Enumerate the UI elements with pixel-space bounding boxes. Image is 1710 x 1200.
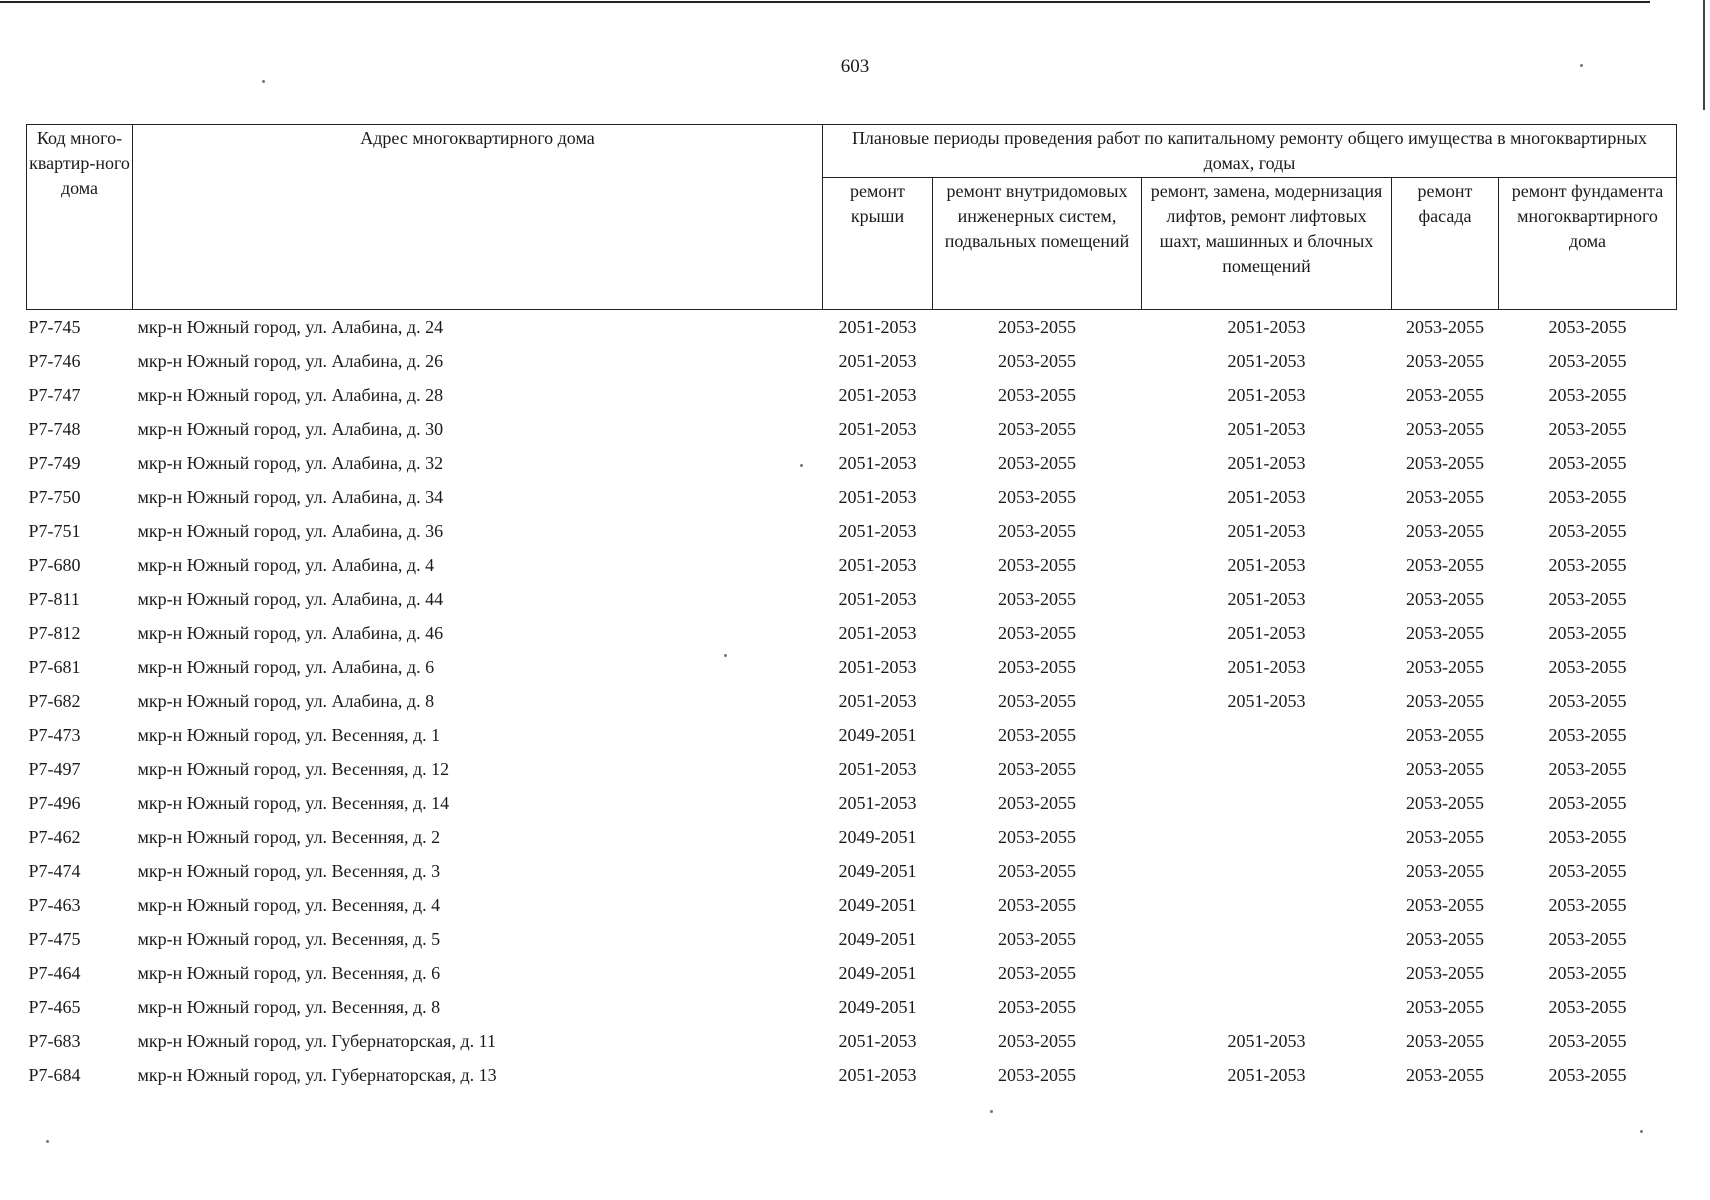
cell-foundation: 2053-2055: [1548, 452, 1627, 473]
header-foundation: ремонт фундамента многоквартирного дома: [1499, 178, 1677, 310]
table-row: [27, 922, 1677, 956]
cell-address: мкр-н Южный город, ул. Алабина, д. 24: [137, 316, 444, 337]
cell-address: мкр-н Южный город, ул. Алабина, д. 28: [137, 384, 444, 405]
cell-address: мкр-н Южный город, ул. Алабина, д. 36: [137, 520, 444, 541]
cell-engineering: 2053-2055: [998, 316, 1076, 337]
scan-speck: [46, 1140, 49, 1143]
cell-roof: 2051-2053: [838, 656, 917, 677]
cell-address: мкр-н Южный город, ул. Алабина, д. 26: [137, 350, 444, 371]
table-row: [27, 684, 1677, 718]
cell-foundation: 2053-2055: [1548, 860, 1627, 881]
cell-code: Р7-749: [28, 452, 81, 473]
table-row: [27, 752, 1677, 786]
cell-roof: 2049-2051: [838, 894, 917, 915]
cell-foundation: 2053-2055: [1548, 486, 1627, 507]
table-row: [27, 378, 1677, 412]
cell-facade: 2053-2055: [1406, 1030, 1484, 1051]
cell-code: Р7-684: [28, 1064, 81, 1085]
cell-lifts: 2051-2053: [1227, 520, 1306, 541]
cell-code: Р7-748: [28, 418, 81, 439]
cell-address: мкр-н Южный город, ул. Весенняя, д. 3: [137, 860, 441, 881]
cell-engineering: 2053-2055: [998, 588, 1076, 609]
cell-code: Р7-811: [28, 588, 80, 609]
cell-facade: 2053-2055: [1406, 520, 1484, 541]
cell-lifts: 2051-2053: [1227, 554, 1306, 575]
cell-foundation: 2053-2055: [1548, 724, 1627, 745]
header-facade: ремонт фасада: [1392, 178, 1499, 310]
cell-lifts: [1142, 922, 1392, 956]
cell-code: Р7-497: [28, 758, 81, 779]
cell-engineering: 2053-2055: [998, 486, 1076, 507]
cell-code: Р7-474: [28, 860, 81, 881]
cell-lifts: 2051-2053: [1227, 622, 1306, 643]
cell-roof: 2049-2051: [838, 826, 917, 847]
table-row: [27, 650, 1677, 684]
table-row: [27, 344, 1677, 378]
cell-code: Р7-682: [28, 690, 81, 711]
cell-foundation: 2053-2055: [1548, 418, 1627, 439]
table-row: [27, 718, 1677, 752]
cell-engineering: 2053-2055: [998, 962, 1076, 983]
cell-facade: 2053-2055: [1406, 622, 1484, 643]
cell-code: Р7-747: [28, 384, 81, 405]
cell-lifts: 2051-2053: [1227, 452, 1306, 473]
cell-facade: 2053-2055: [1406, 962, 1484, 983]
cell-address: мкр-н Южный город, ул. Алабина, д. 46: [137, 622, 444, 643]
cell-roof: 2051-2053: [838, 690, 917, 711]
cell-lifts: [1142, 990, 1392, 1024]
cell-engineering: 2053-2055: [998, 724, 1076, 745]
cell-lifts: 2051-2053: [1227, 1064, 1306, 1085]
table-body: [27, 310, 1677, 1093]
scan-speck: [1580, 64, 1583, 67]
cell-foundation: 2053-2055: [1548, 1064, 1627, 1085]
cell-foundation: 2053-2055: [1548, 520, 1627, 541]
cell-roof: 2051-2053: [838, 418, 917, 439]
cell-facade: 2053-2055: [1406, 554, 1484, 575]
cell-roof: 2051-2053: [838, 588, 917, 609]
scan-speck: [724, 654, 727, 657]
cell-lifts: 2051-2053: [1227, 1030, 1306, 1051]
cell-facade: 2053-2055: [1406, 656, 1484, 677]
capital-repair-schedule-table: [26, 124, 1677, 1092]
cell-facade: 2053-2055: [1406, 894, 1484, 915]
cell-code: Р7-464: [28, 962, 81, 983]
cell-roof: 2049-2051: [838, 996, 917, 1017]
cell-foundation: 2053-2055: [1548, 554, 1627, 575]
cell-address: мкр-н Южный город, ул. Весенняя, д. 5: [137, 928, 441, 949]
cell-engineering: 2053-2055: [998, 452, 1076, 473]
cell-engineering: 2053-2055: [998, 690, 1076, 711]
cell-roof: 2049-2051: [838, 928, 917, 949]
cell-code: Р7-812: [28, 622, 81, 643]
header-engineering: ремонт внутридомовых инженерных систем, подвальных помещений: [933, 178, 1142, 310]
cell-foundation: 2053-2055: [1548, 656, 1627, 677]
cell-facade: 2053-2055: [1406, 418, 1484, 439]
cell-address: мкр-н Южный город, ул. Весенняя, д. 4: [137, 894, 441, 915]
cell-roof: 2051-2053: [838, 452, 917, 473]
cell-address: мкр-н Южный город, ул. Весенняя, д. 14: [137, 792, 450, 813]
page-number: 603: [840, 56, 870, 77]
cell-foundation: 2053-2055: [1548, 826, 1627, 847]
header-periods: Плановые периоды проведения работ по капитальному ремонту общего имущества в многоквартирных домах, годы: [823, 125, 1677, 178]
cell-address: мкр-н Южный город, ул. Губернаторская, д. 13: [137, 1064, 497, 1085]
cell-lifts: 2051-2053: [1227, 384, 1306, 405]
cell-lifts: [1142, 786, 1392, 820]
cell-engineering: 2053-2055: [998, 622, 1076, 643]
cell-roof: 2051-2053: [838, 384, 917, 405]
cell-engineering: 2053-2055: [998, 758, 1076, 779]
cell-engineering: 2053-2055: [998, 418, 1076, 439]
cell-roof: 2049-2051: [838, 724, 917, 745]
cell-roof: 2051-2053: [838, 1030, 917, 1051]
cell-address: мкр-н Южный город, ул. Весенняя, д. 12: [137, 758, 450, 779]
cell-lifts: 2051-2053: [1227, 656, 1306, 677]
cell-engineering: 2053-2055: [998, 792, 1076, 813]
cell-engineering: 2053-2055: [998, 928, 1076, 949]
cell-engineering: 2053-2055: [998, 520, 1076, 541]
cell-facade: 2053-2055: [1406, 758, 1484, 779]
cell-engineering: 2053-2055: [998, 1064, 1076, 1085]
cell-address: мкр-н Южный город, ул. Весенняя, д. 6: [137, 962, 441, 983]
table-row: [27, 956, 1677, 990]
cell-facade: 2053-2055: [1406, 826, 1484, 847]
cell-lifts: [1142, 956, 1392, 990]
cell-engineering: 2053-2055: [998, 826, 1076, 847]
cell-lifts: 2051-2053: [1227, 418, 1306, 439]
cell-address: мкр-н Южный город, ул. Весенняя, д. 2: [137, 826, 441, 847]
cell-roof: 2051-2053: [838, 520, 917, 541]
header-roof: ремонт крыши: [823, 178, 933, 310]
cell-roof: 2049-2051: [838, 860, 917, 881]
table-row: [27, 480, 1677, 514]
cell-foundation: 2053-2055: [1548, 316, 1627, 337]
table-row: [27, 412, 1677, 446]
cell-facade: 2053-2055: [1406, 384, 1484, 405]
cell-lifts: 2051-2053: [1227, 350, 1306, 371]
cell-code: Р7-683: [28, 1030, 81, 1051]
scan-speck: [262, 80, 265, 83]
cell-address: мкр-н Южный город, ул. Алабина, д. 6: [137, 656, 435, 677]
cell-code: Р7-462: [28, 826, 81, 847]
cell-foundation: 2053-2055: [1548, 758, 1627, 779]
cell-facade: 2053-2055: [1406, 792, 1484, 813]
cell-engineering: 2053-2055: [998, 1030, 1076, 1051]
cell-lifts: [1142, 854, 1392, 888]
top-border-line: [0, 1, 1650, 3]
table-row: [27, 616, 1677, 650]
cell-lifts: 2051-2053: [1227, 588, 1306, 609]
table-row: [27, 1058, 1677, 1092]
cell-code: Р7-681: [28, 656, 81, 677]
table-row: [27, 1024, 1677, 1058]
table-row: [27, 786, 1677, 820]
cell-code: Р7-751: [28, 520, 81, 541]
cell-foundation: 2053-2055: [1548, 690, 1627, 711]
cell-foundation: 2053-2055: [1548, 962, 1627, 983]
cell-engineering: 2053-2055: [998, 656, 1076, 677]
cell-facade: 2053-2055: [1406, 724, 1484, 745]
cell-facade: 2053-2055: [1406, 1064, 1484, 1085]
cell-engineering: 2053-2055: [998, 384, 1076, 405]
cell-code: Р7-680: [28, 554, 81, 575]
scan-speck: [990, 1110, 993, 1113]
cell-roof: 2051-2053: [838, 316, 917, 337]
cell-lifts: 2051-2053: [1227, 690, 1306, 711]
cell-roof: 2051-2053: [838, 554, 917, 575]
cell-roof: 2049-2051: [838, 962, 917, 983]
cell-foundation: 2053-2055: [1548, 622, 1627, 643]
cell-facade: 2053-2055: [1406, 316, 1484, 337]
table-row: [27, 820, 1677, 854]
cell-foundation: 2053-2055: [1548, 384, 1627, 405]
cell-engineering: 2053-2055: [998, 350, 1076, 371]
cell-code: Р7-463: [28, 894, 81, 915]
cell-address: мкр-н Южный город, ул. Алабина, д. 34: [137, 486, 444, 507]
header-address: Адрес многоквартирного дома: [133, 125, 823, 310]
cell-code: Р7-473: [28, 724, 81, 745]
cell-facade: 2053-2055: [1406, 452, 1484, 473]
cell-code: Р7-750: [28, 486, 81, 507]
header-lifts: ремонт, замена, модернизация лифтов, ремонт лифтовых шахт, машинных и блочных помещений: [1142, 178, 1392, 310]
cell-facade: 2053-2055: [1406, 588, 1484, 609]
table-row: [27, 888, 1677, 922]
cell-roof: 2051-2053: [838, 350, 917, 371]
cell-roof: 2051-2053: [838, 486, 917, 507]
cell-foundation: 2053-2055: [1548, 792, 1627, 813]
table-row: [27, 446, 1677, 480]
cell-roof: 2051-2053: [838, 1064, 917, 1085]
cell-lifts: [1142, 752, 1392, 786]
cell-address: мкр-н Южный город, ул. Весенняя, д. 8: [137, 996, 441, 1017]
cell-address: мкр-н Южный город, ул. Алабина, д. 30: [137, 418, 444, 439]
cell-address: мкр-н Южный город, ул. Алабина, д. 4: [137, 554, 435, 575]
table-row: [27, 854, 1677, 888]
cell-roof: 2051-2053: [838, 758, 917, 779]
cell-foundation: 2053-2055: [1548, 928, 1627, 949]
cell-roof: 2051-2053: [838, 622, 917, 643]
cell-address: мкр-н Южный город, ул. Алабина, д. 8: [137, 690, 435, 711]
cell-lifts: 2051-2053: [1227, 316, 1306, 337]
cell-facade: 2053-2055: [1406, 486, 1484, 507]
cell-foundation: 2053-2055: [1548, 996, 1627, 1017]
cell-code: Р7-745: [28, 316, 81, 337]
cell-lifts: 2051-2053: [1227, 486, 1306, 507]
table-row: [27, 310, 1677, 345]
scan-speck: [1640, 1130, 1643, 1133]
cell-facade: 2053-2055: [1406, 928, 1484, 949]
cell-foundation: 2053-2055: [1548, 588, 1627, 609]
cell-lifts: [1142, 888, 1392, 922]
cell-lifts: [1142, 820, 1392, 854]
cell-engineering: 2053-2055: [998, 554, 1076, 575]
cell-lifts: [1142, 718, 1392, 752]
cell-engineering: 2053-2055: [998, 860, 1076, 881]
cell-foundation: 2053-2055: [1548, 350, 1627, 371]
cell-foundation: 2053-2055: [1548, 1030, 1627, 1051]
right-edge-line: [1703, 0, 1705, 110]
cell-code: Р7-465: [28, 996, 81, 1017]
cell-engineering: 2053-2055: [998, 996, 1076, 1017]
cell-roof: 2051-2053: [838, 792, 917, 813]
cell-foundation: 2053-2055: [1548, 894, 1627, 915]
cell-address: мкр-н Южный город, ул. Весенняя, д. 1: [137, 724, 441, 745]
cell-code: Р7-475: [28, 928, 81, 949]
cell-engineering: 2053-2055: [998, 894, 1076, 915]
table-row: [27, 548, 1677, 582]
cell-facade: 2053-2055: [1406, 996, 1484, 1017]
table-row: [27, 582, 1677, 616]
table-row: [27, 990, 1677, 1024]
cell-address: мкр-н Южный город, ул. Алабина, д. 44: [137, 588, 444, 609]
cell-facade: 2053-2055: [1406, 350, 1484, 371]
cell-code: Р7-746: [28, 350, 81, 371]
cell-address: мкр-н Южный город, ул. Губернаторская, д. 11: [137, 1030, 496, 1051]
header-code: Код много-квартир-ного дома: [27, 125, 133, 310]
cell-facade: 2053-2055: [1406, 860, 1484, 881]
cell-code: Р7-496: [28, 792, 81, 813]
table-row: [27, 514, 1677, 548]
scan-speck: [800, 464, 803, 467]
cell-facade: 2053-2055: [1406, 690, 1484, 711]
cell-address: мкр-н Южный город, ул. Алабина, д. 32: [137, 452, 444, 473]
